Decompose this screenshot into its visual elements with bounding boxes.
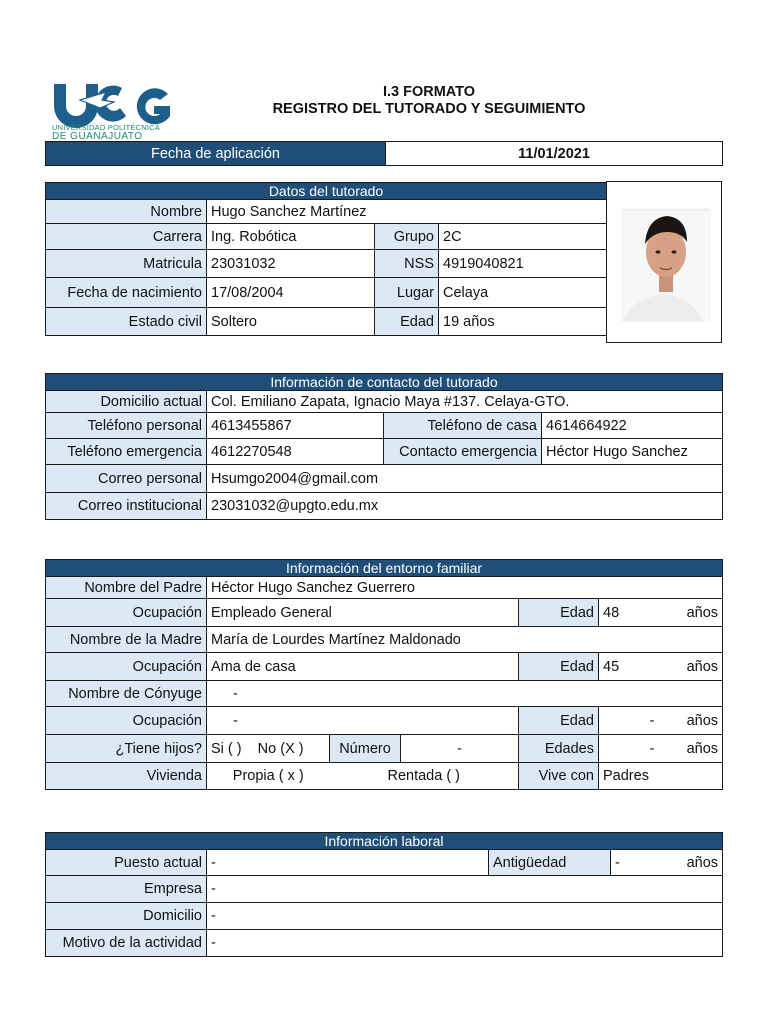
laboral-table bbox=[45, 832, 723, 957]
edades-field[interactable]: - bbox=[599, 735, 659, 763]
conyuge-ocupacion-field[interactable]: - bbox=[207, 707, 519, 735]
conyuge-edad-unit: años bbox=[659, 707, 723, 735]
grupo-label: Grupo bbox=[375, 224, 439, 250]
domicilio-actual-field[interactable]: Col. Emiliano Zapata, Ignacio Maya #137. Celaya-GTO. bbox=[207, 391, 723, 413]
familiar-header: Información del entorno familiar bbox=[46, 560, 723, 577]
matricula-label: Matricula bbox=[46, 250, 207, 278]
telefono-casa-field[interactable]: 4614664922 bbox=[542, 413, 723, 439]
nss-field[interactable]: 4919040821 bbox=[439, 250, 607, 278]
edad-label: Edad bbox=[375, 308, 439, 336]
logo-subtitle-2: DE GUANAJUATO bbox=[52, 131, 143, 142]
estado-civil-field[interactable]: Soltero bbox=[207, 308, 375, 336]
puesto-field[interactable]: - bbox=[207, 850, 489, 876]
domicilio-actual-label: Domicilio actual bbox=[46, 391, 207, 413]
tutorado-table bbox=[45, 182, 607, 336]
puesto-label: Puesto actual bbox=[46, 850, 207, 876]
motivo-label: Motivo de la actividad bbox=[46, 930, 207, 957]
portrait-image bbox=[607, 182, 721, 342]
contacto-header: Información de contacto del tutorado bbox=[46, 374, 723, 391]
vivienda-propia-option[interactable]: Propia ( x ) bbox=[207, 763, 330, 790]
estado-civil-label: Estado civil bbox=[46, 308, 207, 336]
padre-edad-unit: años bbox=[659, 599, 723, 627]
contacto-table bbox=[45, 373, 723, 520]
contacto-emergencia-label: Contacto emergencia bbox=[384, 439, 542, 465]
conyuge-field[interactable]: - bbox=[207, 681, 723, 707]
lugar-label: Lugar bbox=[375, 278, 439, 308]
edades-label: Edades bbox=[519, 735, 599, 763]
padre-edad-field[interactable]: 48 bbox=[599, 599, 659, 627]
telefono-emergencia-label: Teléfono emergencia bbox=[46, 439, 207, 465]
telefono-emergencia-field[interactable]: 4612270548 bbox=[207, 439, 384, 465]
motivo-field[interactable]: - bbox=[207, 930, 723, 957]
telefono-casa-label: Teléfono de casa bbox=[384, 413, 542, 439]
upg-logo-mark bbox=[50, 80, 175, 128]
nacimiento-field[interactable]: 17/08/2004 bbox=[207, 278, 375, 308]
numero-field[interactable]: - bbox=[401, 735, 519, 763]
conyuge-ocupacion-label: Ocupación bbox=[46, 707, 207, 735]
edades-unit: años bbox=[659, 735, 723, 763]
empresa-field[interactable]: - bbox=[207, 876, 723, 903]
antiguedad-label: Antigüedad bbox=[489, 850, 611, 876]
correo-personal-field[interactable]: Hsumgo2004@gmail.com bbox=[207, 465, 723, 493]
padre-ocupacion-label: Ocupación bbox=[46, 599, 207, 627]
laboral-domicilio-field[interactable]: - bbox=[207, 903, 723, 930]
hijos-si-checkbox[interactable]: Si ( ) bbox=[211, 740, 242, 757]
madre-ocupacion-field[interactable]: Ama de casa bbox=[207, 653, 519, 681]
padre-field[interactable]: Héctor Hugo Sanchez Guerrero bbox=[207, 577, 723, 599]
grupo-field[interactable]: 2C bbox=[439, 224, 607, 250]
conyuge-label: Nombre de Cónyuge bbox=[46, 681, 207, 707]
fecha-label: Fecha de aplicación bbox=[46, 142, 386, 166]
empresa-label: Empresa bbox=[46, 876, 207, 903]
lugar-field[interactable]: Celaya bbox=[439, 278, 607, 308]
correo-institucional-label: Correo institucional bbox=[46, 493, 207, 520]
vive-con-label: Vive con bbox=[519, 763, 599, 790]
vivienda-label: Vivienda bbox=[46, 763, 207, 790]
carrera-label: Carrera bbox=[46, 224, 207, 250]
antiguedad-field[interactable]: - bbox=[611, 850, 657, 876]
university-logo bbox=[50, 80, 175, 140]
antiguedad-unit: años bbox=[657, 850, 723, 876]
madre-edad-field[interactable]: 45 bbox=[599, 653, 659, 681]
carrera-field[interactable]: Ing. Robótica bbox=[207, 224, 375, 250]
madre-edad-unit: años bbox=[659, 653, 723, 681]
madre-edad-label: Edad bbox=[519, 653, 599, 681]
correo-personal-label: Correo personal bbox=[46, 465, 207, 493]
form-title: I.3 FORMATO bbox=[382, 84, 476, 100]
student-photo bbox=[606, 181, 722, 343]
correo-institucional-field[interactable]: 23031032@upgto.edu.mx bbox=[207, 493, 723, 520]
tutorado-header: Datos del tutorado bbox=[46, 183, 607, 200]
conyuge-edad-label: Edad bbox=[519, 707, 599, 735]
edad-field[interactable]: 19 años bbox=[439, 308, 607, 336]
hijos-no-checkbox[interactable]: No (X ) bbox=[257, 740, 304, 757]
numero-label: Número bbox=[330, 735, 401, 763]
fecha-table bbox=[45, 141, 723, 166]
telefono-personal-label: Teléfono personal bbox=[46, 413, 207, 439]
matricula-field[interactable]: 23031032 bbox=[207, 250, 375, 278]
hijos-options bbox=[207, 735, 330, 763]
contacto-emergencia-field[interactable]: Héctor Hugo Sanchez bbox=[542, 439, 723, 465]
nombre-label: Nombre bbox=[46, 200, 207, 224]
nombre-field[interactable]: Hugo Sanchez Martínez bbox=[207, 200, 607, 224]
familiar-table bbox=[45, 559, 723, 790]
nss-label: NSS bbox=[375, 250, 439, 278]
padre-ocupacion-field[interactable]: Empleado General bbox=[207, 599, 519, 627]
madre-label: Nombre de la Madre bbox=[46, 627, 207, 653]
telefono-personal-field[interactable]: 4613455867 bbox=[207, 413, 384, 439]
padre-edad-label: Edad bbox=[519, 599, 599, 627]
madre-field[interactable]: María de Lourdes Martínez Maldonado bbox=[207, 627, 723, 653]
nacimiento-label: Fecha de nacimiento bbox=[46, 278, 207, 308]
vive-con-field[interactable]: Padres bbox=[599, 763, 723, 790]
padre-label: Nombre del Padre bbox=[46, 577, 207, 599]
form-subtitle: REGISTRO DEL TUTORADO Y SEGUIMIENTO bbox=[272, 101, 586, 117]
madre-ocupacion-label: Ocupación bbox=[46, 653, 207, 681]
laboral-domicilio-label: Domicilio bbox=[46, 903, 207, 930]
conyuge-edad-field[interactable]: - bbox=[599, 707, 659, 735]
hijos-label: ¿Tiene hijos? bbox=[46, 735, 207, 763]
fecha-value[interactable]: 11/01/2021 bbox=[386, 142, 723, 166]
logo-subtitle-1: UNIVERSIDAD POLITÉCNICA bbox=[52, 123, 160, 132]
vivienda-rentada-option[interactable]: Rentada ( ) bbox=[330, 763, 519, 790]
laboral-header: Información laboral bbox=[46, 833, 723, 850]
